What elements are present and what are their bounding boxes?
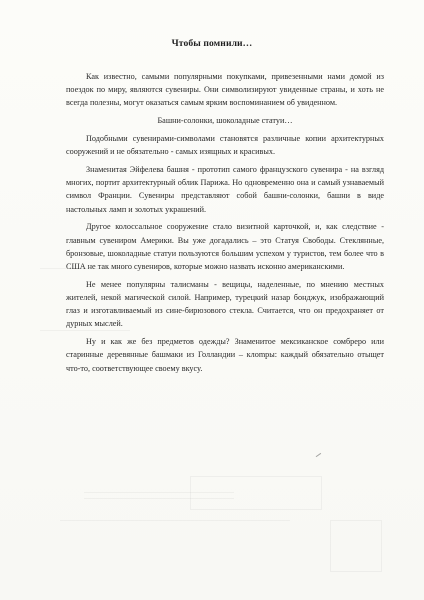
paragraph: Не менее популярны талисманы - вещицы, наделенные, по мнению местных жителей, некой магической силой. Например, турецкий назар бонджук, изображающий глаз и изготавливаемый из сине-бирюзового стекла. Считается, что он предохраняет от дурных мыслей.: [66, 279, 384, 329]
show-through-line: [60, 520, 290, 521]
paragraph: Другое колоссальное сооружение стало визитной карточкой, и, как следствие - главным сувениром Америки. Вы уже догадались – это Статуя Свободы. Стеклянные, бронзовые, шоколадные статуи пользуются большим успехом у туристов, тем более что в США не так много сувениров, которые можно назвать исконно американскими.: [66, 222, 384, 272]
document-title: Чтобы помнили…: [171, 38, 253, 49]
paragraph-subheading: Башни-солонки, шоколадные статуи…: [157, 116, 293, 126]
pen-mark: [313, 449, 321, 457]
show-through-table: [330, 520, 382, 572]
paragraph: Подобными сувенирами-символами становятся различные копии архитектурных сооружений и не обязательно - самых изящных и красивых.: [66, 134, 384, 157]
paragraph: Как известно, самыми популярными покупками, привезенными нами домой из поездок по миру, являются сувениры. Они символизируют увиденные страны, и хоть не всегда полезны, могут оказаться самым ярким воспоминанием об увиденном.: [66, 72, 384, 108]
paragraph: Ну и как же без предметов одежды? Знаменитое мексиканское сомбреро или старинные деревянные башмаки из Голландии – клompы: каждый обязательно отыщет что-то, соответствующее своему вкусу.: [66, 337, 384, 373]
document-body: [66, 70, 384, 379]
show-through-table: [190, 476, 322, 510]
paragraph: Знаменитая Эйфелева башня - прототип самого французского сувенира - на взгляд многих, портит архитектурный облик Парижа. Но одновременно она и самый узнаваемый символ Франции. Сувениры представляют собой башни-солонки, башни в виде настольных ламп и золотых украшений.: [66, 165, 384, 214]
